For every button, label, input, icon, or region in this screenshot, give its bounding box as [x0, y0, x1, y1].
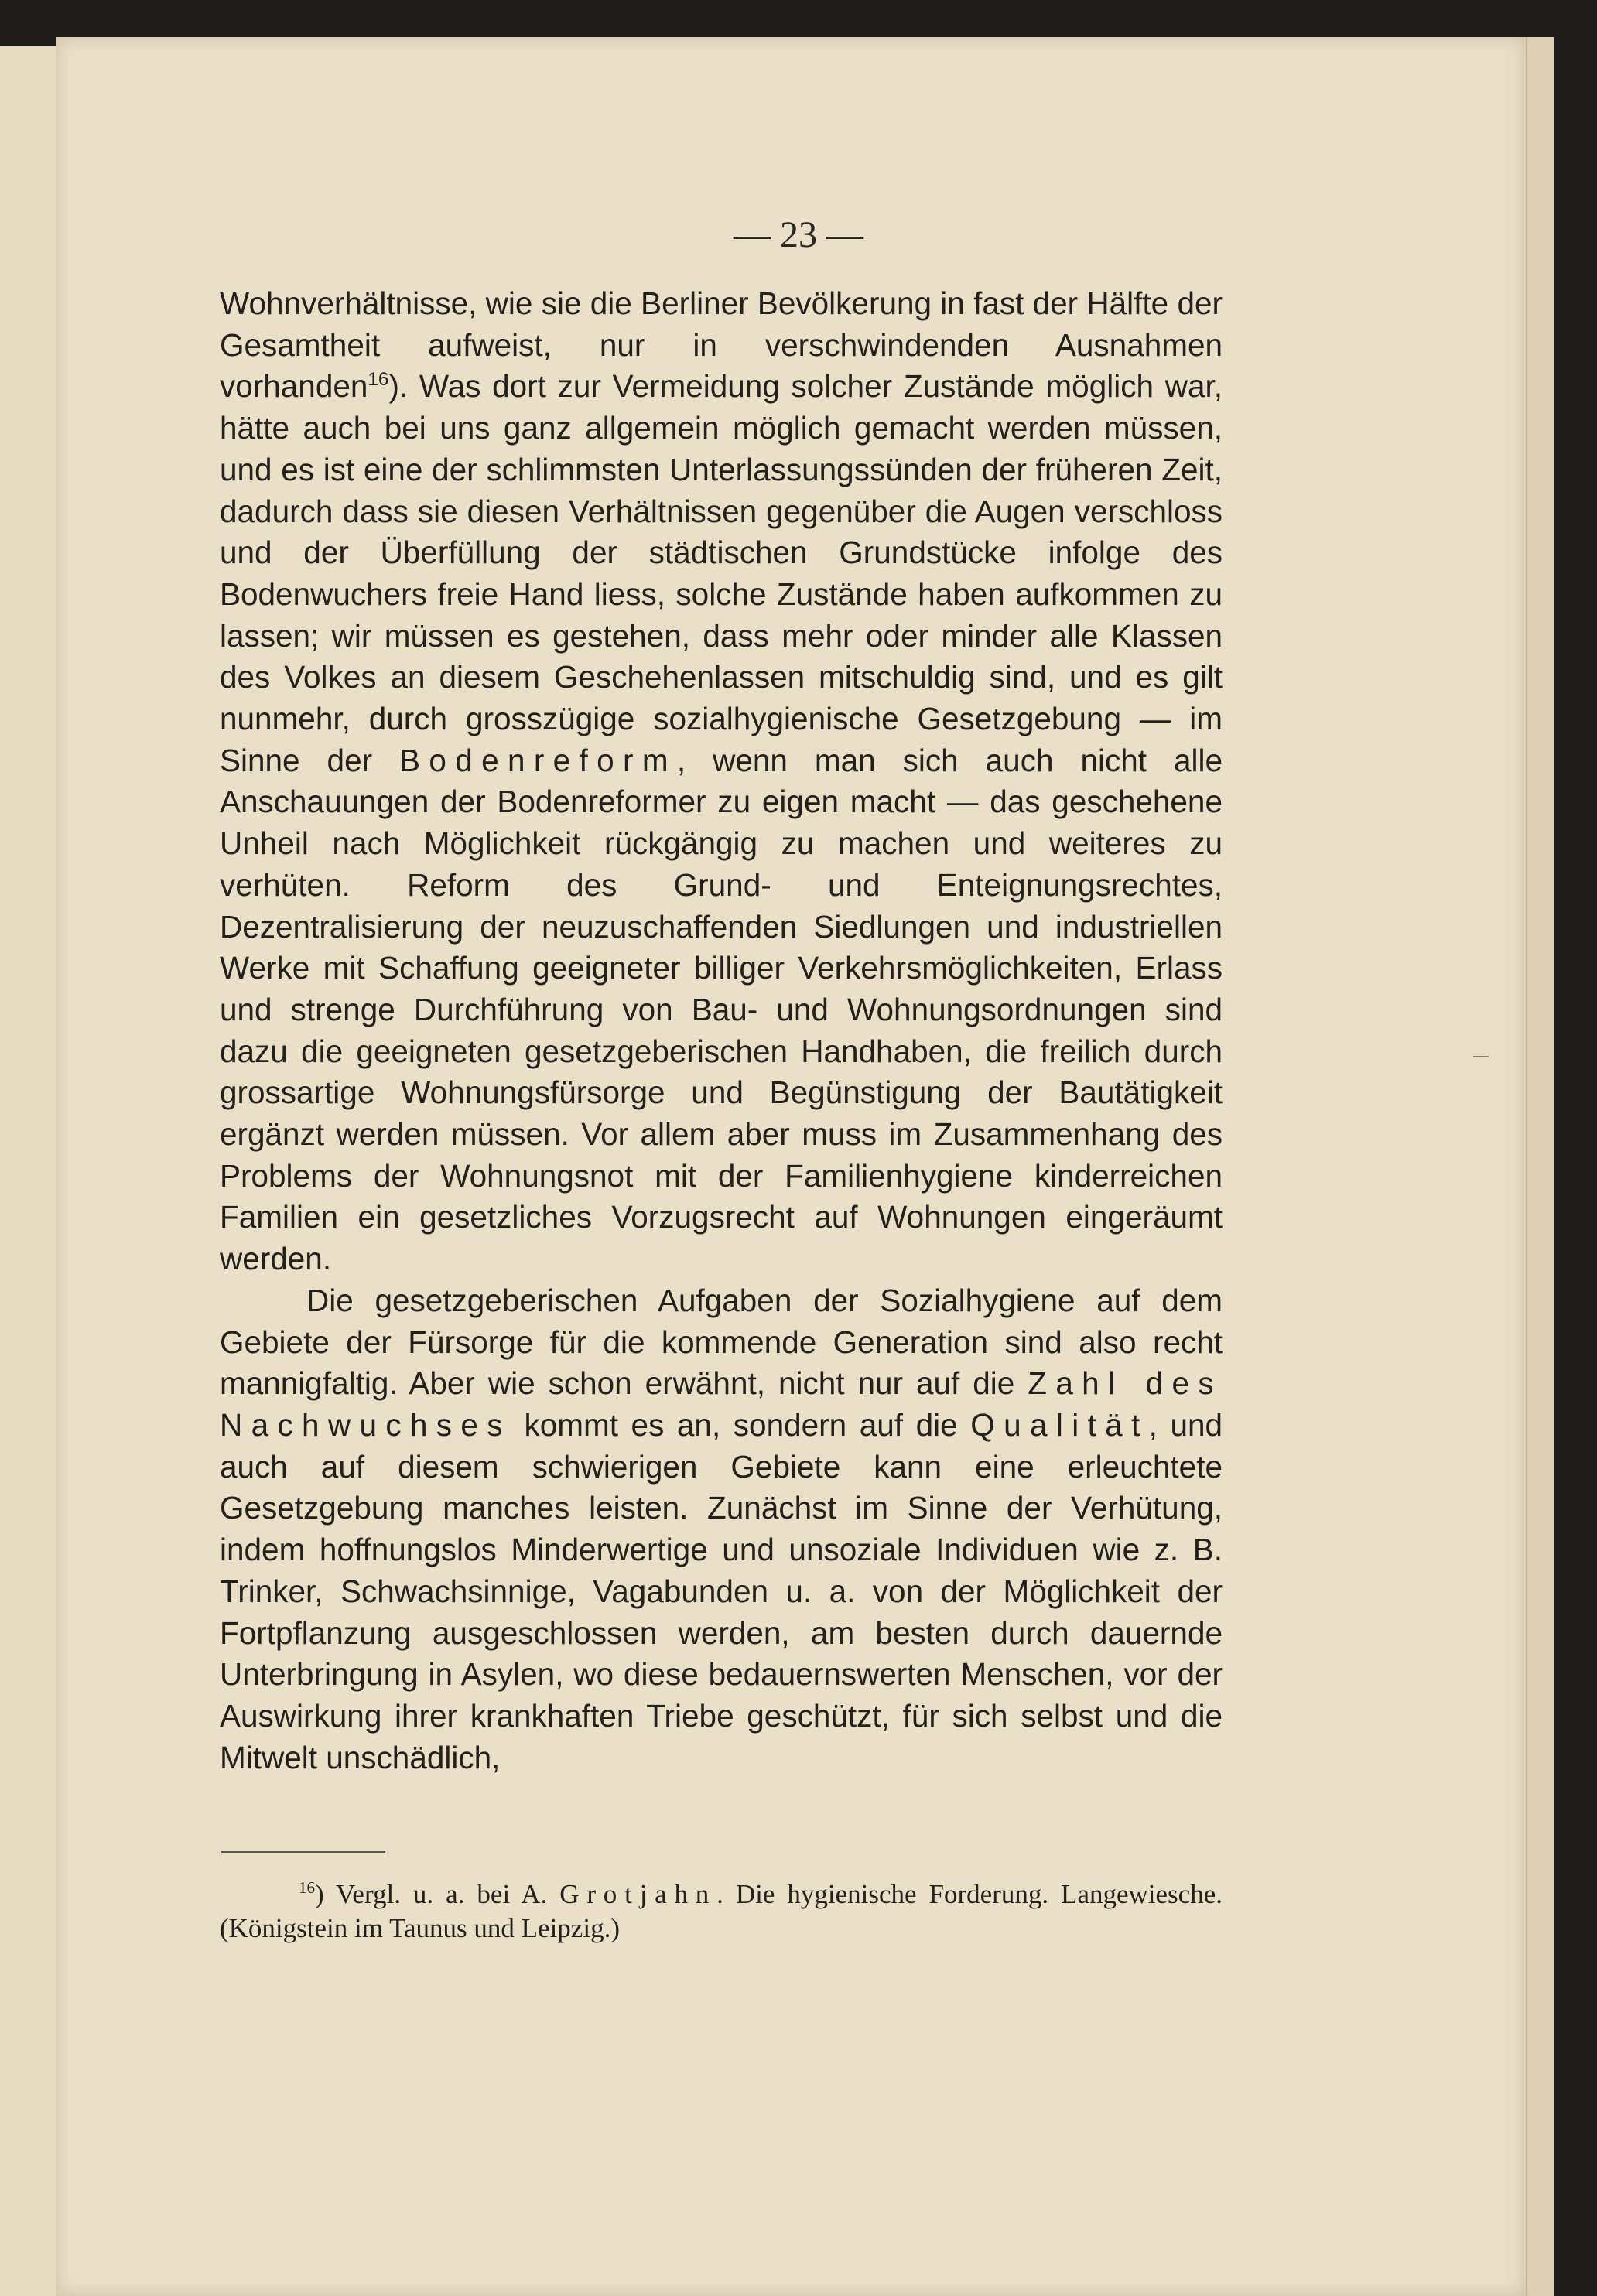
paragraph-2-text-a: Die gesetzgeberischen Aufgaben der Sozialhygiene auf dem Gebiete der Fürsorge für die kommende Generation sind also recht mannigfaltig. Aber wie schon erwähnt, nicht nur auf die [220, 1282, 1223, 1402]
paragraph-2-text-c: , und auch auf diesem schwierigen Gebiete kann eine erleuchtete Gesetzgebung manches leisten. Zunächst im Sinne der Verhütung, indem hoffnungslos Minderwertige und unsoziale Individuen wie z. B. Trinker, Schwachsinnige, Vagabunden u. a. von der Möglichkeit der Fortpflanzung ausgeschlossen werden, am besten durch dauernde Unterbringung in Asylen, wo diese bedauernswerten Menschen, vor der Auswirkung ihrer krankhaften Triebe geschützt, für sich selbst und die Mitwelt unschädlich, [220, 1406, 1223, 1775]
paragraph-1 [220, 283, 1223, 1280]
footnote-text-b: . Die hygienische Forderung. Langewiesche. (Königstein im Taunus und Leipzig.) [220, 1879, 1223, 1943]
footnote-divider [221, 1851, 385, 1853]
emphasis-zahl-des-nachwuchses: Zahl des Nachwuchses [220, 1365, 1223, 1443]
paragraph-2 [220, 1280, 1223, 1778]
body-text [220, 283, 1223, 1778]
paragraph-2-text-b: kommt es an, sondern auf die [511, 1406, 971, 1443]
paragraph-1-text-b: ). Was dort zur Vermeidung solcher Zustände möglich war, hätte auch bei uns ganz allgemein möglich gemacht werden müssen, und es ist eine der schlimmsten Unterlassungssünden der früheren Zeit, dadurch dass sie diesen Verhältnissen gegenüber die Augen verschloss und der Überfüllung der städtischen Grundstücke infolge des Bodenwuchers freie Hand liess, solche Zustände haben aufkommen zu lassen; wir müssen es gestehen, dass mehr oder minder alle Klassen des Volkes an diesem Geschehenlassen mitschuldig sind, und es gilt nunmehr, durch grosszügige sozialhygienische Gesetzgebung — im Sinne der [220, 368, 1223, 778]
footnote-text [220, 1877, 1223, 1946]
margin-mark [1473, 1056, 1489, 1057]
page-number: — 23 — [734, 214, 863, 255]
footnote-reference: 16 [368, 369, 389, 391]
footnote-number: 16 [299, 1877, 315, 1897]
paragraph-1-text-a: Wohnverhältnisse, wie sie die Berliner Bevölkerung in fast der Hälfte der Gesamtheit aufweist, nur in verschwindenden Ausnahmen vorhanden [220, 285, 1223, 405]
footnote-author: Grotjahn [559, 1879, 717, 1909]
paragraph-1-text-c: , wenn man sich auch nicht alle Anschauungen der Bodenreformer zu eigen macht — das geschehene Unheil nach Möglichkeit rückgängig zu machen und weiteres zu verhüten. Reform des Grund- und Enteignungsrechtes, Dezentralisierung der neuzuschaffenden Siedlungen und industriellen Werke mit Schaffung geeigneter billiger Verkehrsmöglichkeiten, Erlass und strenge Durchführung von Bau- und Wohnungsordnungen sind dazu die geeigneten gesetzgeberischen Handhaben, die freilich durch grossartige Wohnungsfürsorge und Begünstigung der Bautätigkeit ergänzt werden müssen. Vor allem aber muss im Zusammenhang des Problems der Wohnungsnot mit der Familienhygiene kinderreichen Familien ein gesetzliches Vorzugsrecht auf Wohnungen eingeräumt werden. [220, 742, 1223, 1277]
emphasis-qualitaet: Qualität [970, 1406, 1149, 1443]
emphasis-bodenreform: Bodenreform [399, 742, 677, 778]
facing-page-edge [0, 46, 57, 2296]
footnote-text-a: ) Vergl. u. a. bei A. [315, 1879, 560, 1909]
page-stack-edge [1526, 37, 1554, 2296]
footnote [220, 1877, 1223, 1946]
